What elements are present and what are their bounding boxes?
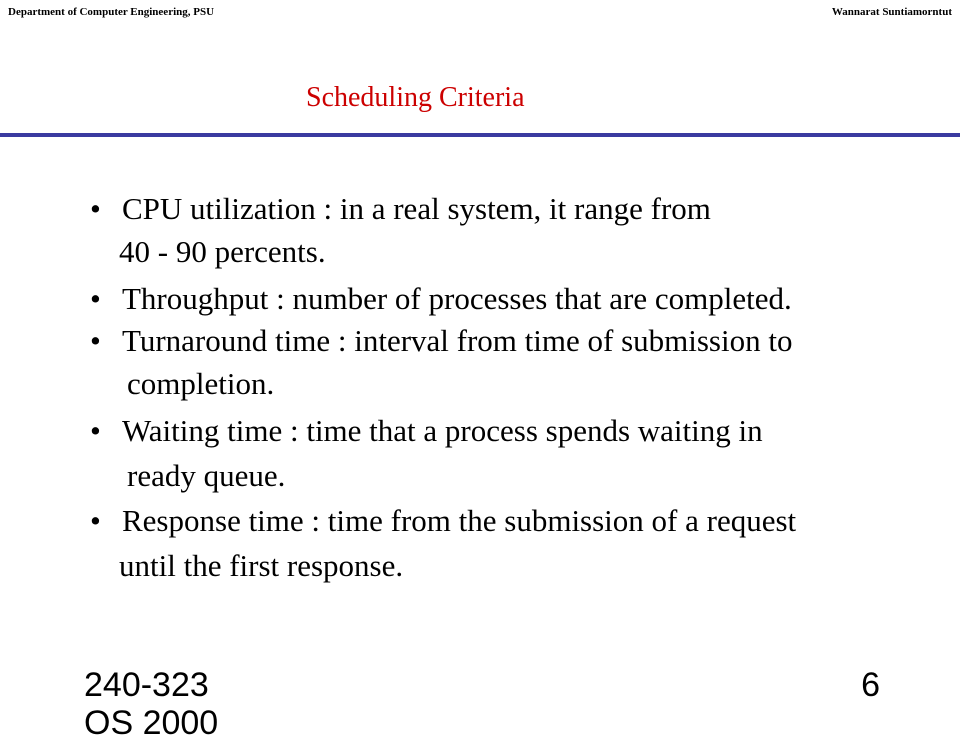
bullet-cpu-utilization-continued: 40 - 90 percents. xyxy=(119,234,326,269)
bullet-icon: • xyxy=(90,323,101,358)
bullet-cpu-utilization xyxy=(90,193,711,224)
header-author: Wannarat Suntiamorntut xyxy=(831,6,952,18)
bullet-waiting-time-continued: ready queue. xyxy=(127,458,286,493)
bullet-text: Throughput : number of processes that are completed. xyxy=(122,281,792,316)
bullet-throughput xyxy=(90,283,792,314)
bullet-text: Response time : time from the submission of a request xyxy=(122,503,797,538)
bullet-icon: • xyxy=(90,281,101,316)
footer-page-number: 6 xyxy=(861,666,880,704)
bullet-turnaround-time xyxy=(90,325,792,356)
bullet-response-time xyxy=(90,505,796,536)
bullet-icon: • xyxy=(90,503,101,538)
header-department: Department of Computer Engineering, PSU xyxy=(8,6,215,18)
bullet-icon: • xyxy=(90,191,101,226)
title-divider xyxy=(0,133,960,137)
bullet-text: CPU utilization : in a real system, it range from xyxy=(122,191,711,226)
bullet-text: Waiting time : time that a process spends waiting in xyxy=(122,413,763,448)
footer-course-code: 240-323 xyxy=(84,666,209,704)
footer-course-name: OS 2000 xyxy=(84,704,219,742)
bullet-icon: • xyxy=(90,413,101,448)
slide-title: Scheduling Criteria xyxy=(306,82,525,113)
bullet-turnaround-time-continued: completion. xyxy=(127,366,275,401)
bullet-response-time-continued: until the first response. xyxy=(119,548,404,583)
bullet-text: Turnaround time : interval from time of submission to xyxy=(122,323,793,358)
bullet-waiting-time xyxy=(90,415,763,446)
